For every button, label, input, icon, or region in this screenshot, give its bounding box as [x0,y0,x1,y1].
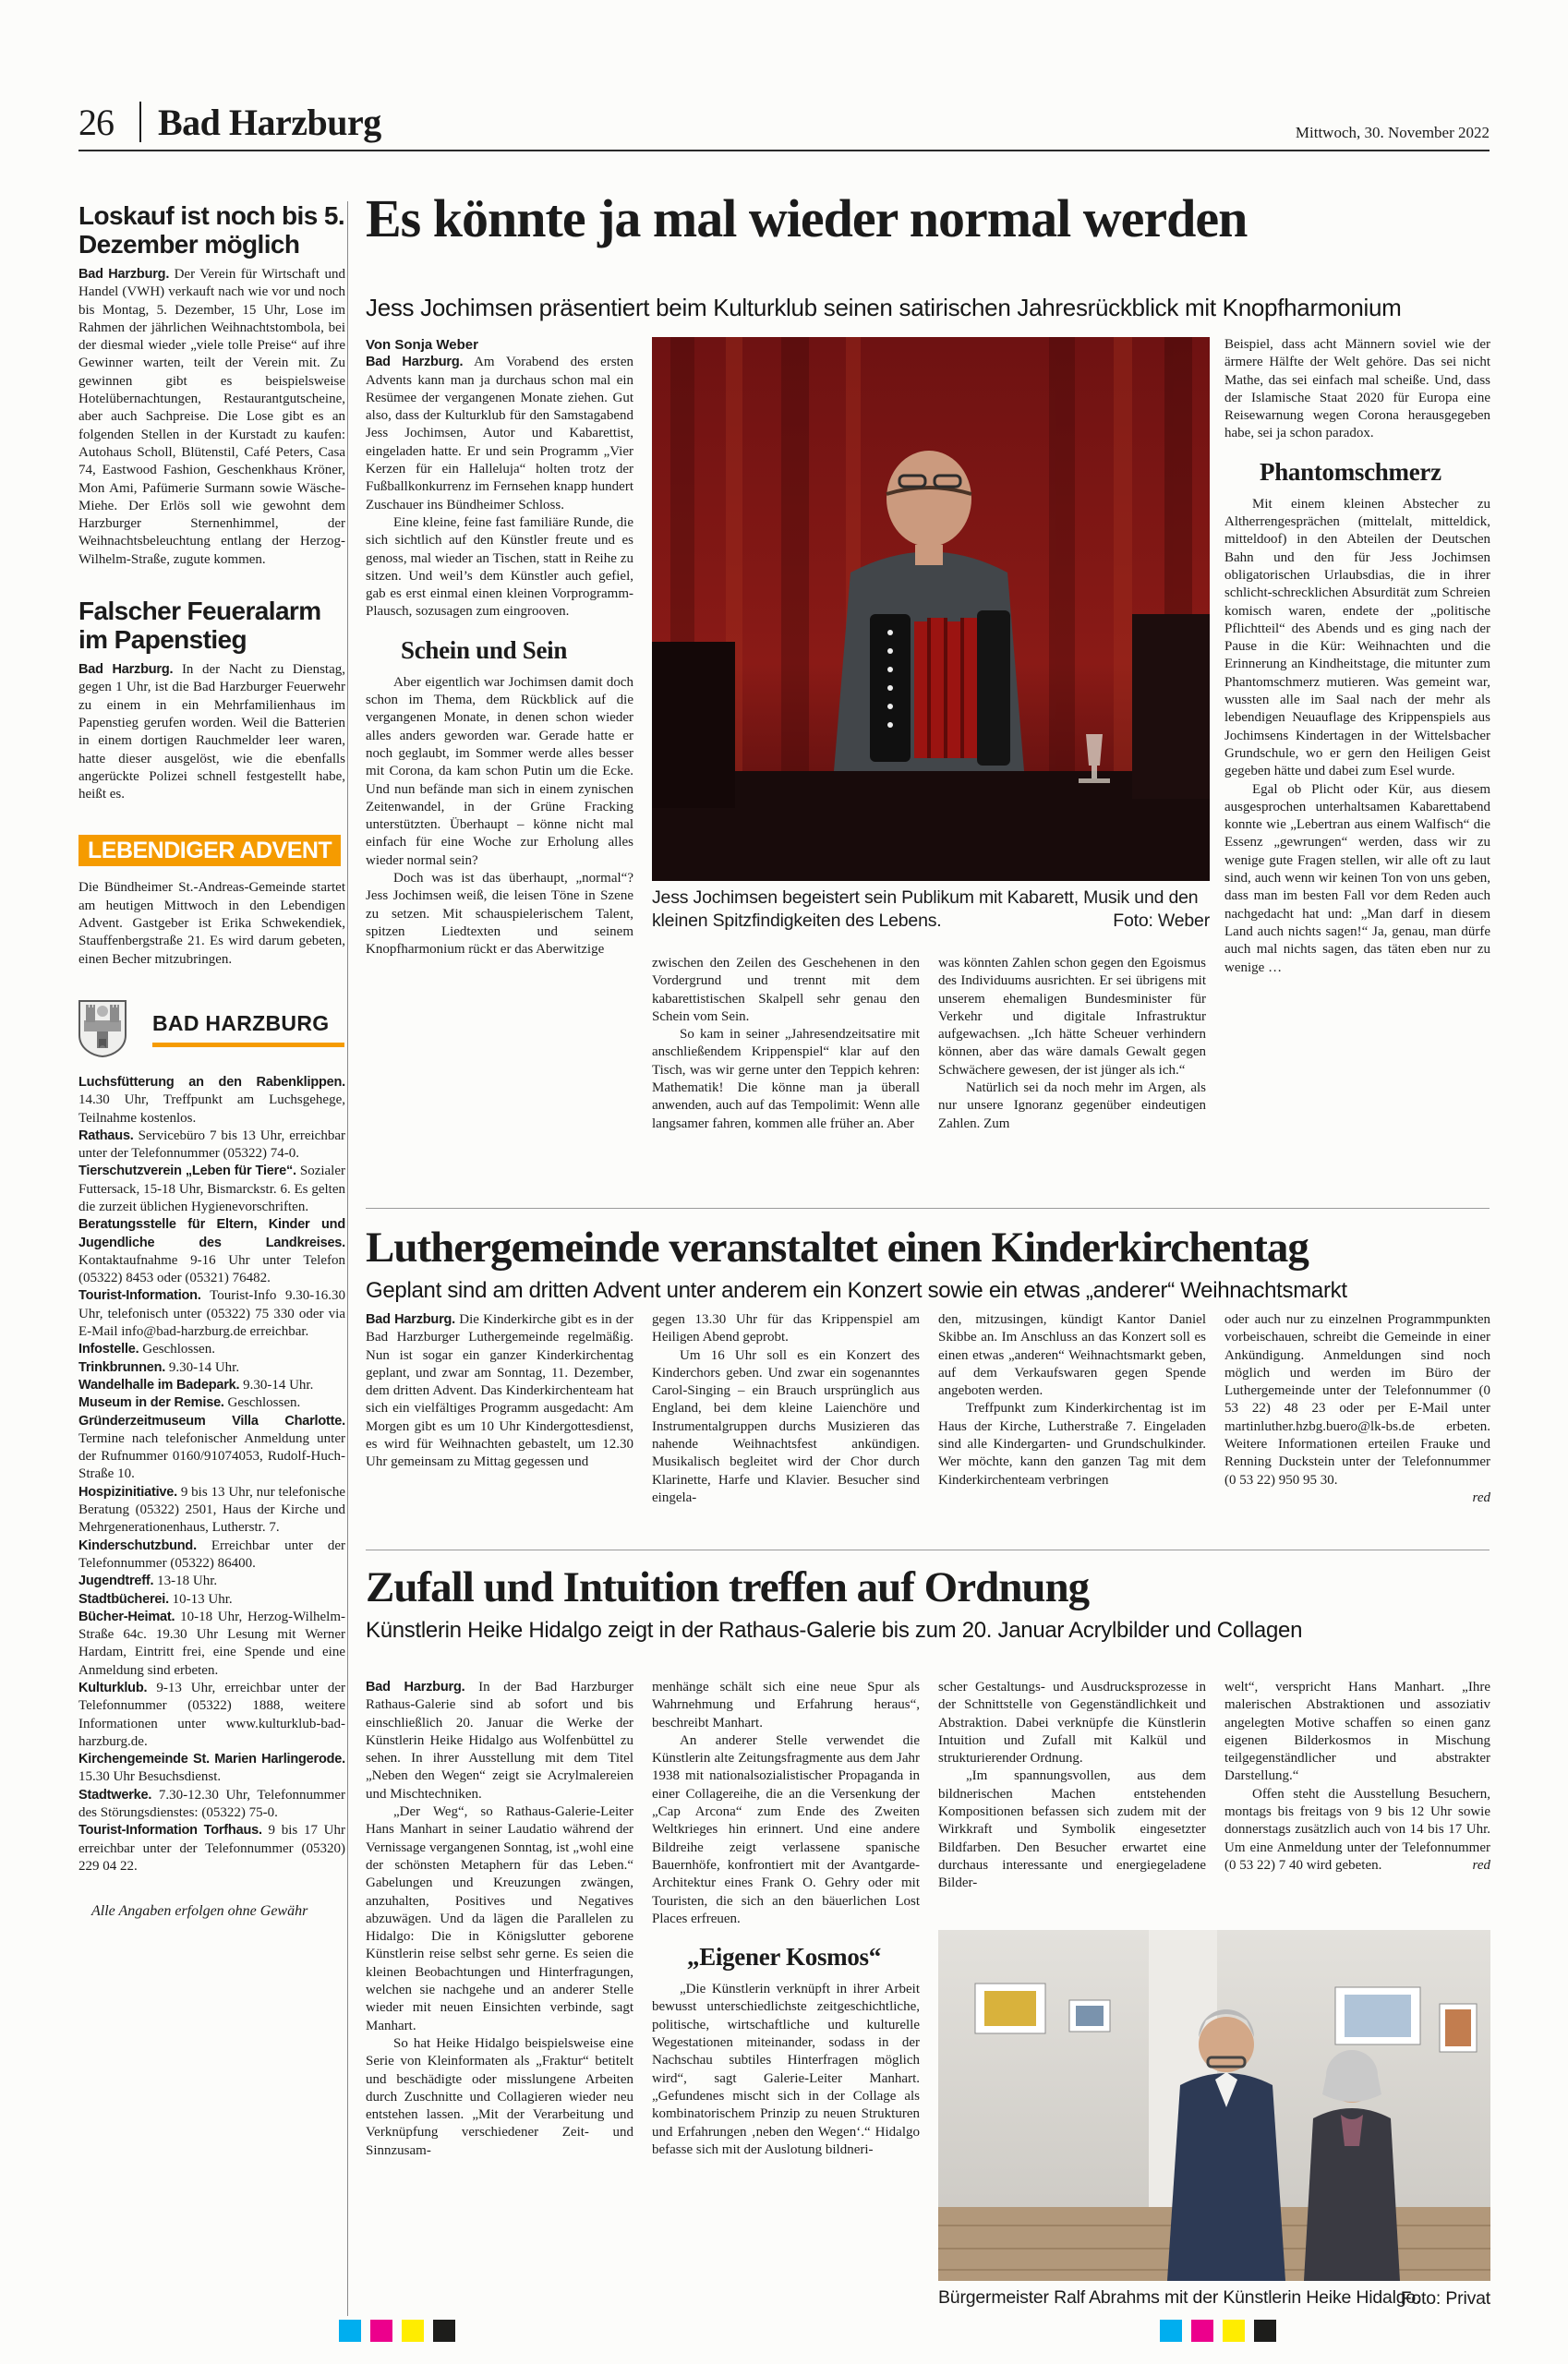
rail-article-feueralarm [78,597,345,803]
service-directory-header [78,1000,345,1057]
article3-photo-caption: Bürgermeister Ralf Abrahms mit der Künstlerin Heike Hidalgo. Foto: Privat [938,2287,1490,2309]
article2-column-4: oder auch nur zu einzelnen Programmpunkten vorbeischauen, schreibt die Gemeinde in einer Ankündigung. Anmeldungen sind noch möglich und werden im Büro der Luthergemeinde unter der Telefonnummer (0 53 22) 48 23 oder per E-Mail unter martinluther.hzbg.buero@lk-bs.de erbeten. Weitere Informationen erteilen Frauke und Renning Duckstein unter der Telefonnummer (0 53 22) 950 95 30. red [1224,1312,1490,1505]
article3-subtitle: Künstlerin Heike Hidalgo zeigt in der Rathaus-Galerie bis zum 20. Januar Acrylbilder und Collagen [366,1618,1303,1643]
listing-item: Museum in der Remise. Geschlossen. [78,1395,301,1411]
article2-subtitle: Geplant sind am dritten Advent unter anderem ein Konzert sowie ein etwas „anderer“ Weihnachtsmarkt [366,1278,1347,1303]
article1-column-3: was könnten Zahlen schon gegen den Egoismus des Individuums ausrichten. Er sei übrigens mit unserem ehemaligen Bundesminister für Verkehr und digitale Infrastruktur aufgewachsen. „Ich hätte Scheuer verhindern können, aber das wäre damals Gewalt gegen Schwächere gewesen, der ist jünger als ich.“ Natürlich sei da noch mehr im Argen, als nur unsere Ignoranz gegenüber eindeutigen Zahlen. Zum [938,956,1206,1131]
listing-item: Bücher-Heimat. 10-18 Uhr, Herzog-Wilhelm-Straße 64c. 19.30 Uhr Lesung mit Werner Hardam, Eintritt frei, eine Spende und eine Anmeldung sind erbeten. [78,1609,346,1678]
article3-column-4: welt“, verspricht Hans Manhart. „Ihre malerischen Abstraktionen und assoziativ angelegten Motive schaffen so einen ganz eigenen Bilderkosmos in Mischung teilgegenständlicher und abstrakter Darstellung.“ Offen steht die Ausstellung Besuchern, montags bis freitags von 9 bis 12 Uhr sowie donnerstags zusätzlich auch von 14 bis 17 Uhr. Um eine Anmeldung unter der Telefonnummer (0 53 22) 7 40 wird gebeten. red [1224,1679,1490,1917]
brand-underline [152,1043,344,1047]
registration-square-black [1254,2320,1276,2342]
article3-photo-credit: Foto: Privat [1400,2288,1490,2309]
page-number: 26 [78,102,114,143]
listing-item: Stadtbücherei. 10-13 Uhr. [78,1591,233,1607]
left-rail [78,201,345,1920]
article1-column-4: Beispiel, dass acht Männern soviel wie der ärmere Hälfte der Welt gehöre. Das sei nicht Mathe, das sei einfach mal scheiße. Und, dass der Islamische Staat 2020 für Europa eine Reisewarnung wegen Corona herausgegeben habe, sei ja schon paradox. Phantomschmerz Mit einem kleinen Abstecher zu Altherrengesprächen (mittelalt, mitteldick, mitteldoof) in den Abteilen der Deutschen Bahn und den für Jess Jochimsen obligatorischen Urlaubsdias, die in ihrer schlicht-schrecklichen Absurdität zum Schreien komisch waren, endete der „politische Pflichtteil“ des Abends und es ging nach der Pause in die Kür: Weihnachten und die Erinnerung an Kindheitstage, die mitunter zum Phantomschmerz mutieren. Was gemeint war, wussten alle im Saal nach der mehr als lebendigen Neuauflage des Krippenspiels aus Jochimsens Kindertagen in der Wittelsbacher Grundschule, wo er gern den Heiligen Geist gegeben hätte und dabei zum Esel wurde. Egal ob Plicht oder Kür, aus diesem ausgesprochen unterhaltsamen Kabarettabend konnte wie „Lebertran aus einem Walfisch“ die Essenz „gewrungen“ werden, dass wir zu wenige gute Fragen stellen, wir alle oft zu laut sind, auch wenn wir keinen Ton von uns geben, dass man im besten Fall vor dem Reden auch nachgedacht hat und: „Man darf in diesem Land auch nichts sagen!“ Ja, genau, man dürfe auch mal nichts sagen, das täten eben nur zu wenige … [1224,337,1490,975]
listing-item: Luchsfütterung an den Rabenklippen. 14.30 Uhr, Treffpunkt am Luchsgehege, Teilnahme kostenlos. [78,1074,345,1126]
listing-item: Jugendtreff. 13-18 Uhr. [78,1574,218,1589]
disclaimer-note: Alle Angaben erfolgen ohne Gewähr [91,1903,308,1920]
article3-column-1: Bad Harzburg. In der Bad Harzburger Rathaus-Galerie sind ab sofort und bis einschließlich 20. Januar die Werke der Künstlerin Heike Hidalgo aus Wolfenbüttel zu sehen. In ihrer Ausstellung mit dem Titel „Neben den Wegen“ zeigt sie Acrylmalereien und Mischtechniken. „Der Weg“, so Rathaus-Galerie-Leiter Hans Manhart in seiner Laudatio während der Vernissage vergangenen Sonntag, ist „wohl eine der schönsten Metaphern für das Leben.“ Gabelungen und Kreuzungen zwängen, anzuhalten, Positives und Negatives abzuwägen. Und da lägen die Parallelen zu Hidalgo: Die in Königslutter geborene Künstlerin reise selbst sehr gerne. Es seien die kleinen Beobachtungen und Hinterfragungen, welchen sie nachgehe und an anderer Stelle wieder mit neuen Einsichten verbinde, sagt Manhart. So hat Heike Hidalgo beispielsweise eine Serie von Kleinformaten als „Fraktur“ betitelt und beschädigte oder misslungene Arbeiten durch Zuschnitte und Collagieren wieder neu entstehen lassen. „Mit der Verarbeitung und Verknüpfung verschiedener Zeit- und Sinnzusam- [366,1680,633,2158]
article1-photo-credit: Foto: Weber [1113,911,1210,931]
listing-item: Kulturklub. 9-13 Uhr, erreichbar unter der Telefonnummer (05322) 1888, weitere Informationen unter www.kulturklub-bad-harzburg.de. [78,1681,346,1749]
masthead-divider [139,102,141,142]
listing-item: Hospizinitiative. 9 bis 13 Uhr, nur telefonische Beratung (05322) 2501, Haus der Kirche und Mehrgenerationenhaus, Lutherstr. 7. [78,1484,345,1536]
bad-harzburg-coat-of-arms-icon [78,1000,127,1057]
article1-subtitle: Jess Jochimsen präsentiert beim Kulturklub seinen satirischen Jahresrückblick mit Knopfharmonium [366,294,1402,321]
article3-headline: Zufall und Intuition treffen auf Ordnung [366,1563,1090,1611]
advent-text: Die Bündheimer St.-Andreas-Gemeinde startet am heutigen Mittwoch in den Lebendigen Advent. Gastgeber ist Erika Schwekendiek, Stauffenbergstraße 21. Es wird darum gebeten, einen Becher mitzubringen. [78,880,345,967]
listing-item: Tourist-Information. Tourist-Info 9.30-16.30 Uhr, telefonisch unter (05322) 75 330 oder via E-Mail info@bad-harzburg.de erreichbar. [78,1288,346,1340]
listing-item: Wandelhalle im Badepark. 9.30-14 Uhr. [78,1377,314,1393]
rail-article-body: Der Verein für Wirtschaft und Handel (VWH) verkauft nach wie vor und noch bis Montag, 5. Dezember, 15 Uhr, Lose im Rahmen der jährlichen Weihnachtstombola, bei der diesmal wieder „viele tolle Preise“ auf ihre Gewinner warten, teilt der Verein mit. Zu gewinnen gibt es beispielsweise Hotelübernachtungen, Restaurantgutscheine, aber auch Sachpreise. Die Lose gibt es an folgenden Stellen in der Kurstadt zu kaufen: Autohaus Scholl, Blütenstil, Café Peters, Casa 74, Eastwood Fashion, Geschenkhaus Kröner, Mon Ami, Pafümerie Surmann sowie Wäsche-Miehe. Der Erlös soll wie gewohnt dem Harzburger Sternenhimmel, der Weihnachtsbeleuchtung entlang der Herzog-Wilhelm-Straße, zugute kommen. [78,267,345,567]
dateline: Bad Harzburg. [78,662,174,678]
service-directory-title: BAD HARZBURG [152,1010,330,1035]
registration-square-yellow [402,2320,424,2342]
page-header [78,98,1490,146]
listing-item: Stadtwerke. 7.30-12.30 Uhr, Telefonnummer des Störungsdienstes: (05322) 75-0. [78,1787,345,1821]
rail-article-title: Loskauf ist noch bis 5. Dezember möglich [78,201,345,259]
issue-date: Mittwoch, 30. November 2022 [1295,124,1490,141]
dateline: Bad Harzburg. [366,1312,455,1327]
article2-headline: Luthergemeinde veranstaltet einen Kinderkirchentag [366,1224,1309,1272]
article1-column-2: zwischen den Zeilen des Geschehenen in den Vordergrund und trennt mit dem kabarettistischen Skalpell sehr genau den Schein vom Sein. So kam in seiner „Jahresendzeitsatire mit anschließendem Krippenspiel“ klar auf den Tisch, was wir gerne unter den Teppich kehren: Mathematik! Die könne man ja überall anwenden, auch auf das Tempolimit: Wenn alle langsamer fahren, kommen alle früher an. Aber [652,956,920,1131]
listing-item: Infostelle. Geschlossen. [78,1342,215,1357]
service-listings [78,1074,345,1876]
registration-square-yellow [1223,2320,1245,2342]
registration-square-cyan [339,2320,361,2342]
rail-article-body: In der Nacht zu Dienstag, gegen 1 Uhr, ist die Bad Harzburger Feuerwehr zu einem in ein Mehrfamilienhaus im Papenstieg gerufen worden. Weil die Batterien in einem dortigen Rauchmelder leer waren, hatte dieser ausgelöst, wie die ebenfalls angerückte Polizei schnell festgestellt habe, heißt es. [78,662,345,802]
advent-badge: LEBENDIGER ADVENT [78,835,341,866]
article2-signoff: red [1472,1490,1490,1505]
article1-subhead-phantomschmerz: Phantomschmerz [1260,457,1441,486]
listing-item: Trinkbrunnen. 9.30-14 Uhr. [78,1359,240,1375]
rail-article-title: Falscher Feueralarm im Papenstieg [78,597,321,655]
dateline: Bad Harzburg. [366,355,464,370]
section-title: Bad Harzburg [158,102,381,143]
listing-item: Kirchengemeinde St. Marien Harlingerode. 15.30 Uhr Besuchsdienst. [78,1752,345,1785]
article1-photo-caption: Jess Jochimsen begeistert sein Publikum mit Kabarett, Musik und den kleinen Spitzfindigkeiten des Lebens. Foto: Weber [652,887,1210,931]
registration-marks-right [1160,2320,1276,2342]
dateline: Bad Harzburg. [366,1680,465,1695]
registration-square-black [433,2320,455,2342]
article2-column-3: den, mitzusingen, kündigt Kantor Daniel Skibbe an. Im Anschluss an das Konzert soll es einen etwas „anderen“ Weihnachtsmarkt geben, auf dem Verkaufswaren gegen Spende angeboten werden. Treffpunkt zum Kinderkirchentag ist im Haus der Kirche, Lutherstraße 7. Eingeladen sind alle Kindergarten- und Grundschulkinder. Wer möchte, kann den ganzen Tag mit dem Kinderkirchenteam verbringen [938,1312,1206,1488]
advent-section [78,835,345,968]
article1-headline: Es könnte ja mal wieder normal werden [366,188,1248,248]
article1-photo [652,337,1210,881]
article-divider-rule [366,1208,1490,1209]
registration-square-cyan [1160,2320,1182,2342]
article2-column-1: Bad Harzburg. Die Kinderkirche gibt es in der Bad Harzburger Luthergemeinde regelmäßig. Nun ist sogar ein ganzer Kinderkirchentag geplant, und zwar am Sonntag, 11. Dezember, dem dritten Advent. Das Kinderkirchenteam hat sich ein vielfältiges Programm ausgedacht: Am Morgen gibt es um 10 Uhr Kindergottesdienst, es wird für Weihnachten gebastelt, um 12.30 Uhr gemeinsam zu Mittag gegessen und [366,1312,633,1470]
rail-divider [347,201,348,2316]
article2-column-2: gegen 13.30 Uhr für das Krippenspiel am Heiligen Abend geprobt. Um 16 Uhr soll es ein Konzert des Kinderchors geben. Und zwar ein sogenanntes Carol-Singing – ein Brauch ursprünglich aus England, bei dem kleine Laienchöre und Instrumentalgruppen durchs Musizieren das nahende Weihnachtsfest ankündigen. Musikalisch begleitet wird der Chor durch Klarinette, Harfe und Klavier. Besucher sind eingela- [652,1312,920,1505]
dateline: Bad Harzburg. [78,267,170,282]
listing-item: Rathaus. Servicebüro 7 bis 13 Uhr, erreichbar unter der Telefonnummer (05322) 74-0. [78,1128,345,1162]
article3-signoff: red [1472,1857,1490,1873]
listing-item: Kinderschutzbund. Erreichbar unter der Telefonnummer (05322) 86400. [78,1538,346,1571]
listing-item: Gründerzeitmuseum Villa Charlotte. Termine nach telefonischer Anmeldung unter der Rufnummer 0160/91074053, Rudolf-Huch-Straße 10. [78,1413,345,1482]
article3-photo [938,1930,1490,2281]
article1-column-1: Von Sonja Weber Bad Harzburg. Am Vorabend des ersten Advents kann man ja durchaus schon mal ein Resümee der vergangenen Monate ziehen. Gut also, dass der Kulturklub für den Samstagabend Jess Jochimsen, Autor und Kabarettist, eingeladen hatte. Er und sein Programm „Vier Kerzen für ein Halleluja“ holten trotz der Fußballkonkurrenz im Fernsehen knapp hundert Zuschauer ins Bündheimer Schloss. Eine kleine, feine fast familiäre Runde, die sich sichtlich auf den Künstler freute und es genoss, mal wieder an Tischen, statt in Reihe zu sitzen. Und weil’s dem Künstler auch gefiel, gab es erst einmal einen kleinen Vorprogramm-Plausch, sozusagen zum eingrooven. Schein und Sein Aber eigentlich war Jochimsen damit doch schon im Thema, dem Rückblick auf die vergangenen Monate, in denen schon wieder alles anders geworden war. Gerade hatte er noch geglaubt, im Sommer werde alles besser mit Corona, da kam schon Putin um die Ecke. Und nun befände man sich in einem zynischen Zeitenwandel, in der Grüne Fracking unterstützten. Überhaupt – könne nicht mal einfach für eine Woche zur Erholung alles wieder normal sein? Doch was ist das überhaupt, „normal“? Jess Jochimsen weiß, die leisen Töne in Szene zu setzen. Mit schauspielerischem Talent, spitzen Liedtexten und seinem Knopfharmonium rückt er das Aberwitzige [366,337,633,958]
article1-subhead-schein-und-sein: Schein und Sein [401,635,568,664]
listing-item: Tierschutzverein „Leben für Tiere“. Sozialer Futtersack, 15-18 Uhr, Bismarckstr. 6. Es gelten die zurzeit üblichen Hygienevorschriften. [78,1164,346,1214]
registration-marks-left [339,2320,455,2342]
listing-item: Tourist-Information Torfhaus. 9 bis 17 Uhr erreichbar unter der Telefonnummer (05320) 229 04 22. [78,1823,346,1874]
listing-item: Beratungsstelle für Eltern, Kinder und Jugendliche des Landkreises. Kontaktaufnahme 9-16 Uhr unter Telefon (05322) 8453 oder (05321) 76482. [78,1217,345,1286]
article3-column-2: menhänge schält sich eine neue Spur als Wahrnehmung und Erfahrung heraus“, beschreibt Manhart. An anderer Stelle verwendet die Künstlerin alte Zeitungsfragmente aus dem Jahr 1938 mit nationalsozialistischer Propaganda in einer Collagereihe, die an die Versenkung der „Cap Arcona“ zum Ende des Zweiten Weltkrieges hin erinnert. Und eine andere Bildreihe zeigt verlassene spanische Bauernhöfe, konfrontiert mit der Avantgarde-Architektur eines Frank O. Gehry oder mit Touristen, die sich an den bäuerlichen Lost Places erfreuen. „Eigener Kosmos“ „Die Künstlerin verknüpft in ihrer Arbeit bewusst unterschiedlichste zeitgeschichtliche, politische, wirtschaftliche und kulturelle Wegestationen miteinander, sodass in der Nachschau subtiles Hinterfragen möglich wird“, sagt Galerie-Leiter Manhart. „Gefundenes mischt sich in der Collage als kombinatorischem Prinzip zu neuen Strukturen und Erfahrungen ‚neben den Wegen‘.“ Hidalgo befasse sich mit der Auslotung bildneri- [652,1680,920,2157]
rail-article-loskauf [78,201,345,569]
masthead-rule [78,150,1490,151]
article3-subhead-eigener-kosmos: „Eigener Kosmos“ [687,1943,881,1972]
registration-square-magenta [1191,2320,1213,2342]
article1-byline: Von Sonja Weber [366,337,478,353]
registration-square-magenta [370,2320,392,2342]
article3-column-3: scher Gestaltungs- und Ausdrucksprozesse in der Schnittstelle von Gegenständlichkeit und Abstraktion. Dabei verknüpfe die Künstlerin Intuition und Zufall mit Kalkül und strukturierender Ordnung. „Im spannungsvollen, aus dem bildnerischen Machen entstehenden Kompositionen befassen sich zudem mit der Wirkkraft und Symbolik eingesetzter Bildfarben. Den Besucher erwartet eine durchaus interessante und energiegeladene Bilder- [938,1680,1206,1891]
